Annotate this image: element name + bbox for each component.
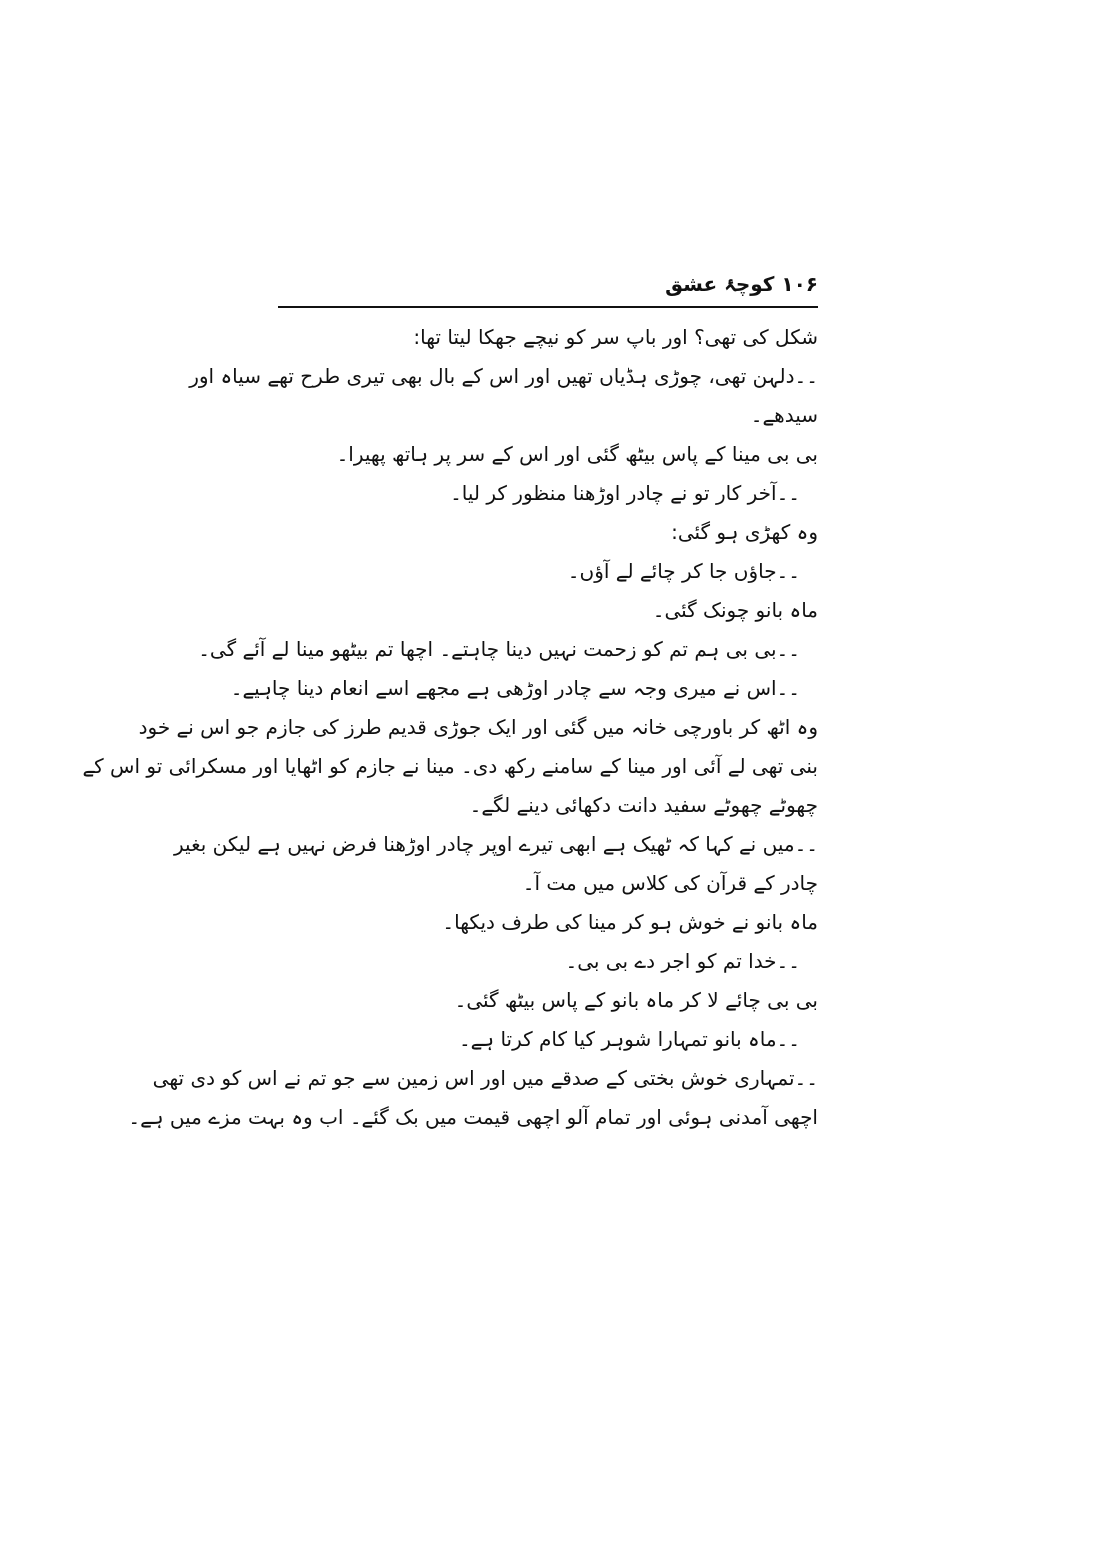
text-line: ۔۔تمہاری خوش بختی کے صدقے میں اور اس زمین سے جو تم نے اس کو دی تھی (152, 1066, 818, 1090)
text-line: ۔۔جاؤں جا کر چائے لے آؤں۔ (567, 559, 800, 583)
body-text (82, 318, 818, 1137)
text-line: ۔۔آخر کار تو نے چادر اوڑھنا منظور کر لیا۔ (450, 481, 800, 505)
page-header (278, 266, 818, 306)
text-line: چادر کے قرآن کی کلاس میں مت آ۔ (522, 871, 818, 895)
text-line: ۔۔میں نے کہا کہ ٹھیک ہے ابھی تیرے اوپر چادر اوڑھنا فرض نہیں ہے لیکن بغیر (174, 832, 818, 856)
text-line: ۔۔ماہ بانو تمہارا شوہر کیا کام کرتا ہے۔ (458, 1027, 800, 1051)
text-line: بنی تھی لے آئی اور مینا کے سامنے رکھ دی۔ مینا نے جازم کو اٹھایا اور مسکرائی تو اس کے (82, 754, 818, 778)
text-line: شکل کی تھی؟ اور باپ سر کو نیچے جھکا لیتا تھا: (413, 325, 818, 349)
header-rule (278, 306, 818, 308)
page-number-and-title: ۱۰۶ کوچۂ عشق (665, 272, 818, 296)
text-line: ۔۔دلہن تھی، چوڑی ہڈیاں تھیں اور اس کے بال بھی تیری طرح تھے سیاہ اور (189, 364, 818, 388)
text-line: ماہ بانو چونک گئی۔ (652, 598, 818, 622)
text-line: ۔۔خدا تم کو اجر دے بی بی۔ (565, 949, 800, 973)
text-line: ۔۔اس نے میری وجہ سے چادر اوڑھی ہے مجھے اسے انعام دینا چاہیے۔ (230, 676, 800, 700)
text-line: بی بی چائے لا کر ماہ بانو کے پاس بیٹھ گئی۔ (454, 988, 818, 1012)
text-line: وہ اٹھ کر باورچی خانہ میں گئی اور ایک جوڑی قدیم طرز کی جازم جو اس نے خود (138, 715, 818, 739)
text-line: اچھی آمدنی ہوئی اور تمام آلو اچھی قیمت میں بک گئے۔ اب وہ بہت مزے میں ہے۔ (128, 1105, 818, 1129)
text-line: چھوٹے چھوٹے سفید دانت دکھائی دینے لگے۔ (469, 793, 818, 817)
text-line: وہ کھڑی ہو گئی: (671, 520, 818, 544)
text-line: ماہ بانو نے خوش ہو کر مینا کی طرف دیکھا۔ (442, 910, 818, 934)
text-line: ۔۔بی بی ہم تم کو زحمت نہیں دینا چاہتے۔ اچھا تم بیٹھو مینا لے آئے گی۔ (198, 637, 800, 661)
text-line: سیدھے۔ (750, 403, 818, 427)
text-line: بی بی مینا کے پاس بیٹھ گئی اور اس کے سر پر ہاتھ پھیرا۔ (336, 442, 818, 466)
